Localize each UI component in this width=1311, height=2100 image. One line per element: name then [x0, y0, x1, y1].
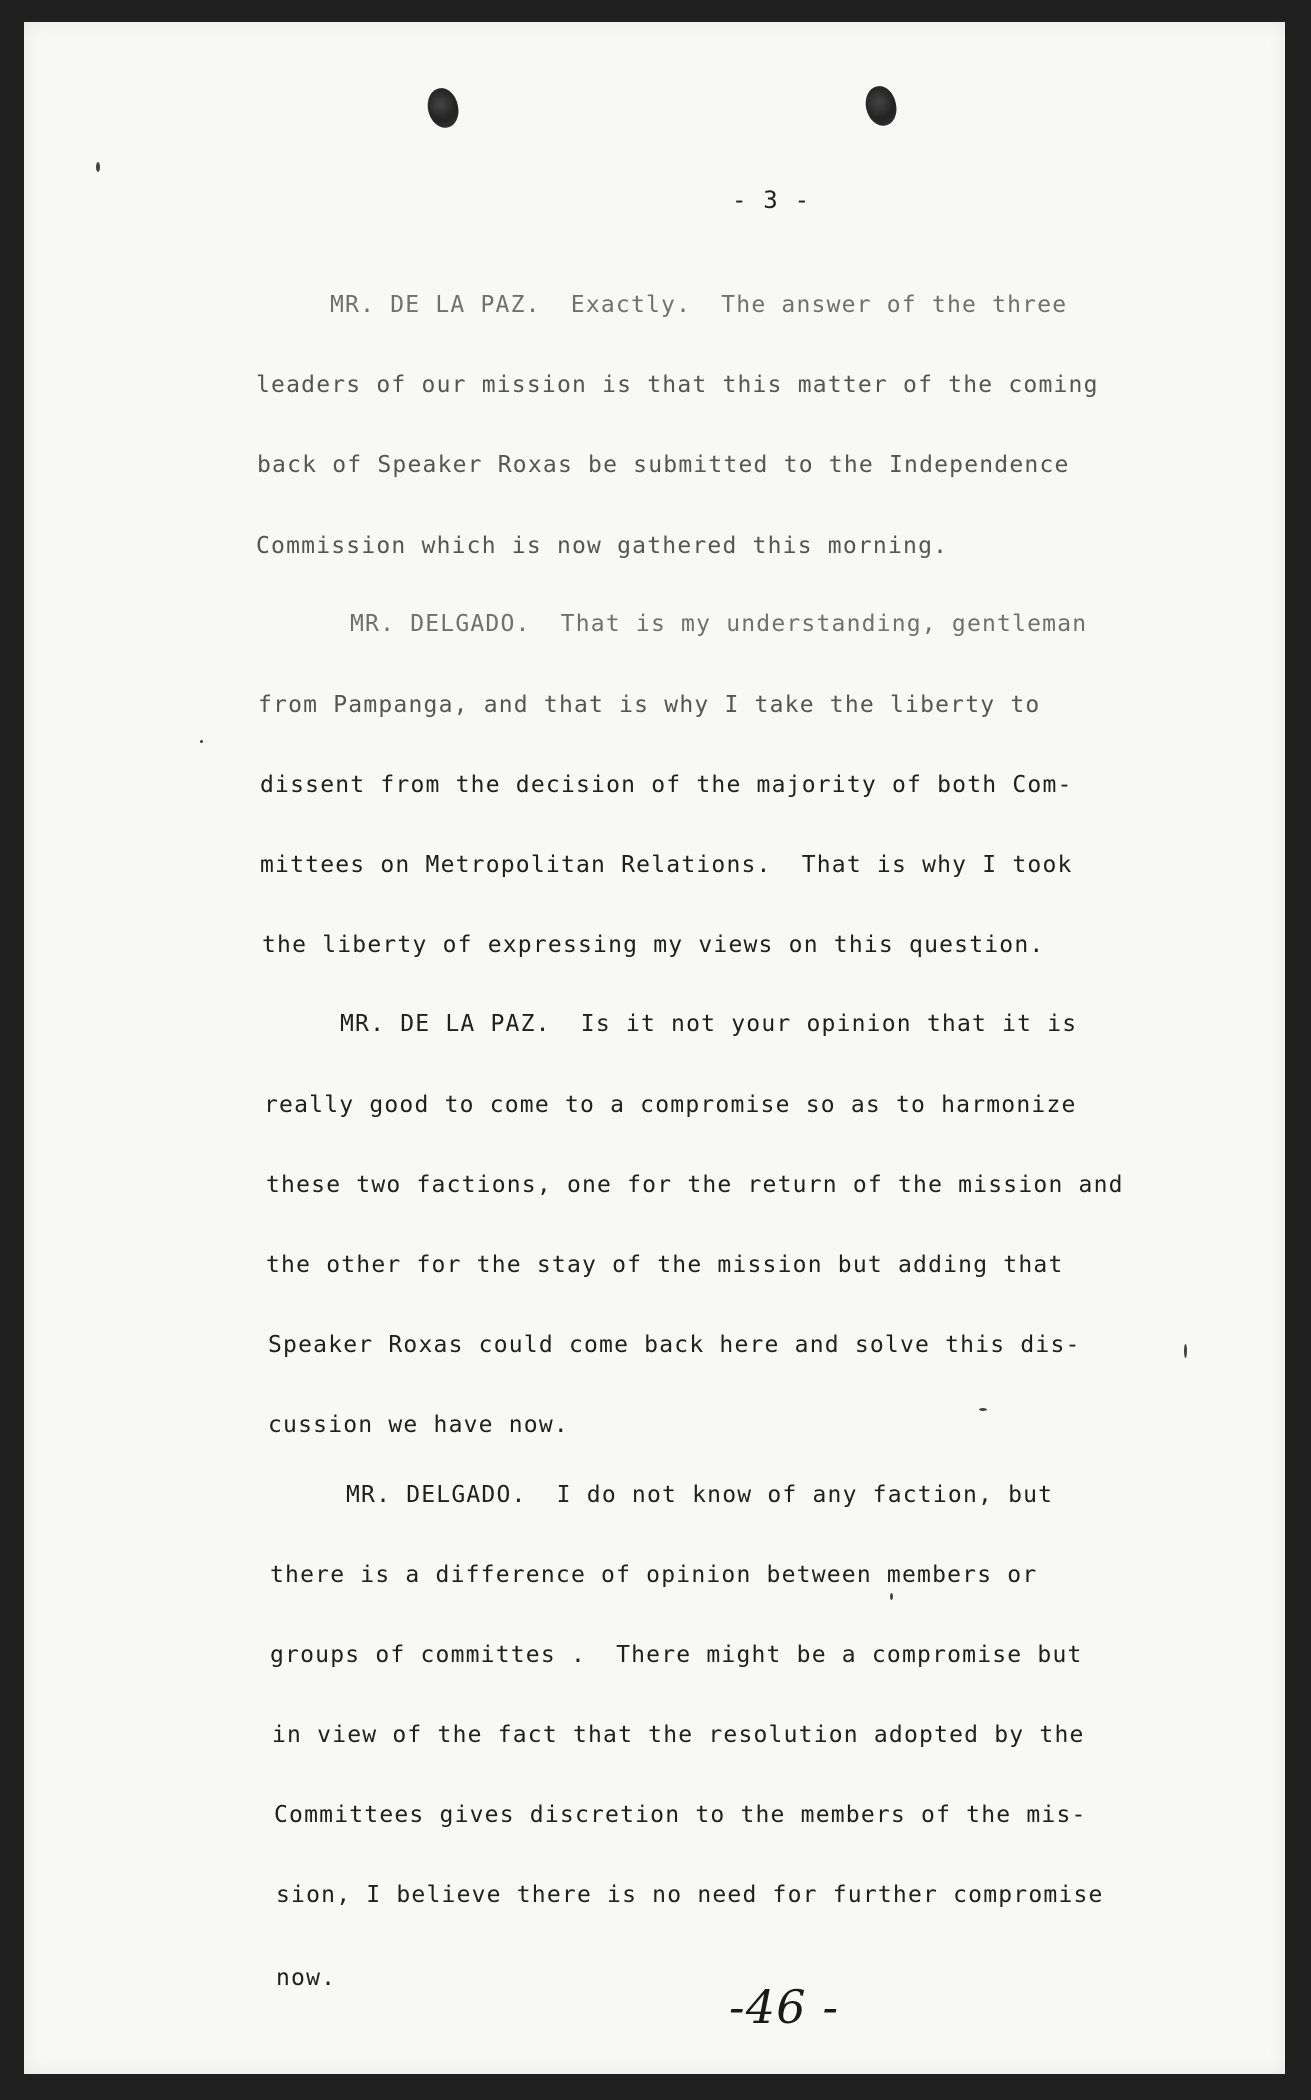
line-10 — [340, 1013, 1077, 1036]
line-text: in view of the fact that the resolution adopted by the — [272, 1722, 1085, 1748]
line-text: mittees on Metropolitan Relations. That is why I took — [260, 852, 1073, 878]
scan-speck — [890, 1593, 893, 1600]
line-text: from Pampanga, and that is why I take the liberty to — [258, 692, 1041, 718]
line-03 — [257, 454, 1070, 477]
line-08 — [260, 854, 1073, 877]
line-text: the liberty of expressing my views on this question. — [262, 932, 1045, 958]
line-text: Speaker Roxas could come back here and solve this dis- — [268, 1332, 1081, 1358]
line-15 — [268, 1414, 569, 1437]
line-17 — [270, 1564, 1037, 1587]
scan-speck — [1184, 1344, 1187, 1358]
typewritten-text — [24, 22, 1285, 2074]
page-number: - 3 - — [732, 186, 811, 214]
line-20 — [274, 1804, 1087, 1827]
line-18 — [270, 1644, 1083, 1667]
document-page — [24, 22, 1285, 2074]
line-12 — [266, 1174, 1124, 1197]
line-text: Exactly. The answer of the three — [540, 292, 1068, 318]
speaker-name: MR. DE LA PAZ. — [330, 292, 541, 318]
speaker-name: MR. DELGADO. — [350, 611, 531, 637]
line-text: these two factions, one for the return of the mission and — [266, 1172, 1124, 1198]
speaker-name: MR. DELGADO. — [346, 1482, 527, 1508]
scan-speck — [96, 162, 100, 172]
line-text: groups of committes . There might be a compromise but — [270, 1642, 1083, 1668]
line-text: back of Speaker Roxas be submitted to the Independence — [257, 452, 1070, 478]
line-13 — [266, 1254, 1064, 1277]
line-05 — [350, 613, 1087, 636]
line-21 — [276, 1884, 1104, 1907]
line-text: Is it not your opinion that it is — [550, 1011, 1078, 1037]
line-11 — [264, 1094, 1077, 1117]
scan-speck — [200, 740, 203, 743]
line-text: I do not know of any faction, but — [526, 1482, 1054, 1508]
line-07 — [260, 774, 1073, 797]
line-text: sion, I believe there is no need for further compromise — [276, 1882, 1104, 1908]
line-09 — [262, 934, 1044, 957]
line-01 — [330, 294, 1067, 317]
line-text: really good to come to a compromise so as to harmonize — [264, 1092, 1077, 1118]
line-text: the other for the stay of the mission but adding that — [266, 1252, 1064, 1278]
line-19 — [272, 1724, 1085, 1747]
line-14 — [268, 1334, 1081, 1357]
line-text: Committees gives discretion to the members of the mis- — [274, 1802, 1087, 1828]
line-text: cussion we have now. — [268, 1412, 569, 1438]
line-text: there is a difference of opinion between members or — [270, 1562, 1038, 1588]
line-text: dissent from the decision of the majority of both Com- — [260, 772, 1073, 798]
line-text: That is my understanding, gentleman — [530, 611, 1088, 637]
handwritten-page-number: -46 - — [729, 1980, 840, 2034]
line-04 — [256, 535, 948, 558]
line-text: Commission which is now gathered this morning. — [256, 533, 949, 559]
line-02 — [256, 374, 1099, 397]
line-16 — [346, 1484, 1053, 1507]
speaker-name: MR. DE LA PAZ. — [340, 1011, 551, 1037]
line-06 — [258, 694, 1040, 717]
line-text: now. — [276, 1965, 337, 1991]
scan-speck — [979, 1408, 987, 1411]
line-text: leaders of our mission is that this matter of the coming — [256, 372, 1099, 398]
line-22 — [276, 1967, 336, 1990]
